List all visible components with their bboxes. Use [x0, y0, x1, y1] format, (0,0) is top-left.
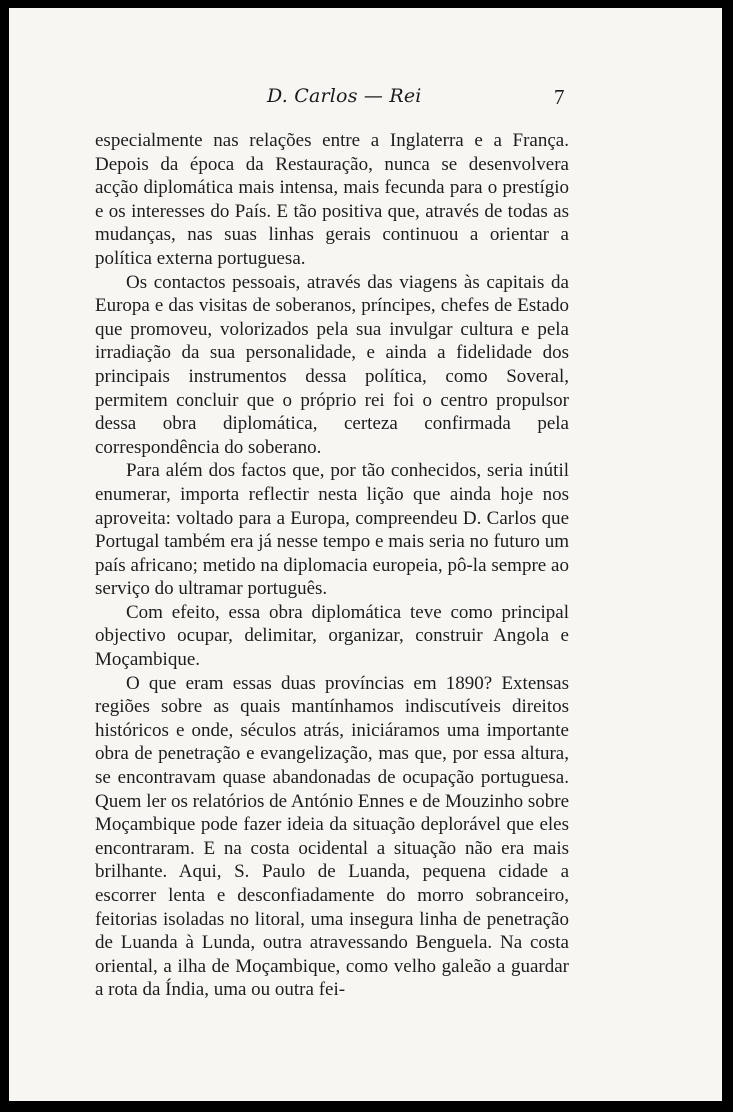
paragraph: Para além dos factos que, por tão conhecidos, seria inútil enumerar, importa reflectir nesta lição que ainda hoje nos aproveita: voltado para a Europa, compreendeu D. Carlos que Portugal também era já nesse tempo e mais seria no futuro um país africano; metido na diplomacia europeia, pô-la sempre ao serviço do ultramar português.: [95, 460, 569, 600]
body-text: [95, 129, 569, 1002]
page-number: 7: [554, 85, 565, 109]
page-header: [9, 85, 722, 115]
paragraph: Os contactos pessoais, através das viagens às capitais da Europa e das visitas de soberanos, príncipes, chefes de Estado que promoveu, volorizados pela sua invulgar cultura e pela irradiação da sua personalidade, e ainda a fidelidade dos principais instrumentos dessa política, como Soveral, permitem concluir que o próprio rei foi o centro propulsor dessa obra diplomática, certeza confirmada pela correspondência do soberano.: [95, 271, 569, 458]
paragraph: especialmente nas relações entre a Inglaterra e a França. Depois da época da Restauração, nunca se desenvolvera acção diplomática mais intensa, mais fecunda para o prestígio e os interesses do País. E tão positiva que, através de todas as mudanças, nas suas linhas gerais continuou a orientar a política externa portuguesa.: [95, 130, 569, 269]
paragraph: O que eram essas duas províncias em 1890? Extensas regiões sobre as quais mantínhamos indiscutíveis direitos históricos e onde, séculos atrás, iniciáramos uma importante obra de penetração e evangelização, mas que, por essa altura, se encontravam quase abandonadas de ocupação portuguesa. Quem ler os relatórios de António Ennes e de Mouzinho sobre Moçambique pode fazer ideia da situação deplorável que eles encontraram. E na costa ocidental a situação não era mais brilhante. Aqui, S. Paulo de Luanda, pequena cidade a escorrer lenta e desconfiadamente do morro sobranceiro, feitorias isoladas no litoral, uma insegura linha de penetração de Luanda à Lunda, outra atravessando Benguela. Na costa oriental, a ilha de Moçambique, como velho galeão a guardar a rota da Índia, uma ou outra fei-: [95, 672, 569, 1001]
paragraph: Com efeito, essa obra diplomática teve como principal objectivo ocupar, delimitar, organizar, construir Angola e Moçambique.: [95, 601, 569, 671]
running-title: D. Carlos — Rei: [267, 85, 422, 107]
book-page: [9, 8, 722, 1101]
